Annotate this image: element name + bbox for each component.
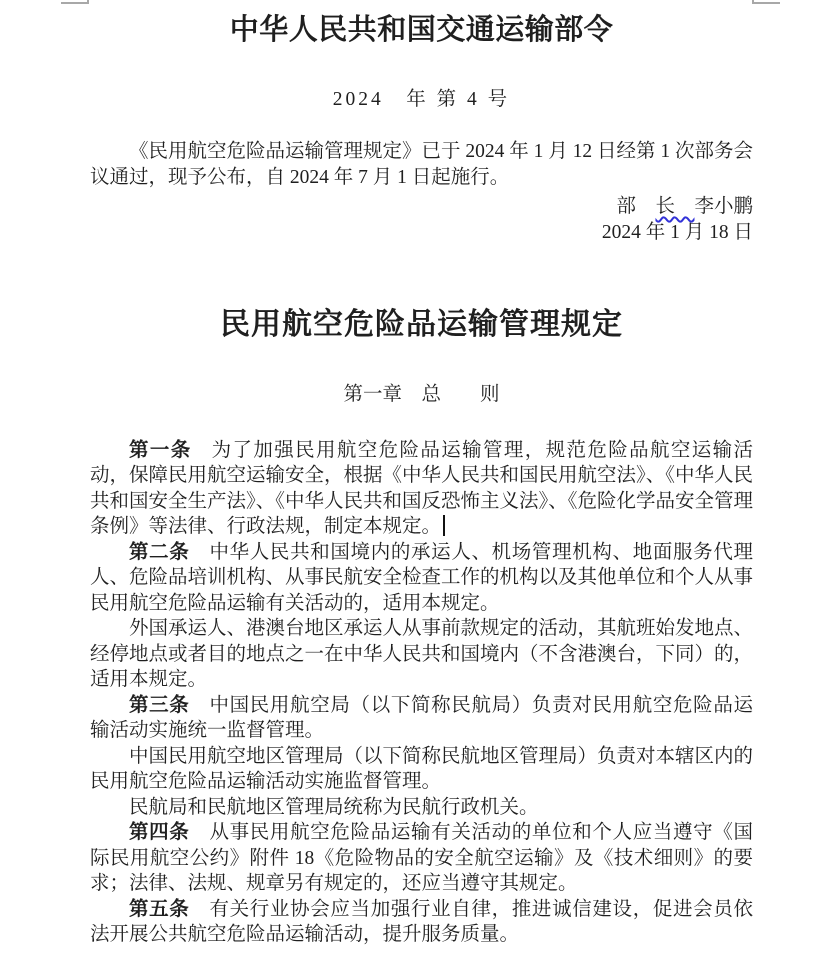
document-content xyxy=(90,14,753,948)
article-paragraph xyxy=(90,616,753,693)
grammar-squiggle-text: 长 xyxy=(655,196,695,217)
text-cursor xyxy=(443,515,445,536)
article-text: 为了加强民用航空危险品运输管理，规范危险品航空运输活动，保障民用航空运输安全，根据《中华人民共和国民用航空法》、《中华人民共和国安全生产法》、《中华人民共和国反恐怖主义法》、《危险化学品安全管理条例》等法律、行政法规，制定本规定。 xyxy=(90,439,754,537)
article-text: 中华人民共和国境内的承运人、机场管理机构、地面服务代理人、危险品培训机构、从事民航安全检查工作的机构以及其他单位和个人从事民用航空危险品运输有关活动的，适用本规定。 xyxy=(90,541,754,614)
signer-post: 部 xyxy=(616,196,656,217)
regulation-title: 民用航空危险品运输管理规定 xyxy=(220,308,623,341)
chapter-heading: 第一章 总 则 xyxy=(343,384,500,405)
signature-date: 2024 年 1 月 18 日 xyxy=(601,222,753,243)
article-paragraph xyxy=(90,540,753,617)
regulation-body xyxy=(90,438,753,948)
article-text: 中国民用航空地区管理局（以下简称民航地区管理局）负责对本辖区内的民用航空危险品运输活动实施监督管理。 xyxy=(90,745,754,792)
article-text: 有关行业协会应当加强行业自律，推进诚信建设，促进会员依法开展公共航空危险品运输活动，提升服务质量。 xyxy=(90,898,753,945)
article-number: 第二条 xyxy=(129,541,190,563)
order-title: 中华人民共和国交通运输部令 xyxy=(229,14,614,46)
article-paragraph xyxy=(90,795,753,821)
article-text: 中国民用航空局（以下简称民航局）负责对民用航空危险品运输活动实施统一监督管理。 xyxy=(90,694,753,741)
article-paragraph xyxy=(90,438,753,540)
signer-name: 李小鹏 xyxy=(694,196,753,217)
margin-crop-mark-right xyxy=(752,0,780,4)
article-text: 外国承运人、港澳台地区承运人从事前款规定的活动，其航班始发地点、经停地点或者目的地点之一在中华人民共和国境内（不含港澳台，下同）的，适用本规定。 xyxy=(90,618,754,690)
article-number: 第三条 xyxy=(129,694,190,716)
order-number: 2024 年 第 4 号 xyxy=(332,89,511,110)
article-paragraph xyxy=(90,820,753,897)
article-paragraph xyxy=(90,693,753,744)
margin-crop-mark-left xyxy=(61,0,89,4)
signature-line xyxy=(90,194,753,220)
article-paragraph xyxy=(90,744,753,795)
article-number: 第四条 xyxy=(129,822,190,843)
article-number: 第一条 xyxy=(129,439,192,461)
promulgation-paragraph: 《民用航空危险品运输管理规定》已于 2024 年 1 月 12 日经第 1 次部务会议通过，现予公布，自 2024 年 7 月 1 日起施行。 xyxy=(90,141,754,188)
article-text: 民航局和民航地区管理局统称为民航行政机关。 xyxy=(129,796,539,818)
article-text: 从事民用航空危险品运输有关活动的单位和个人应当遵守《国际民用航空公约》附件 18《危险物品的安全航空运输》及《技术细则》的要求；法律、法规、规章另有规定的，还应当遵守其规定。 xyxy=(90,822,753,894)
article-number: 第五条 xyxy=(129,898,190,920)
article-paragraph xyxy=(90,897,753,948)
